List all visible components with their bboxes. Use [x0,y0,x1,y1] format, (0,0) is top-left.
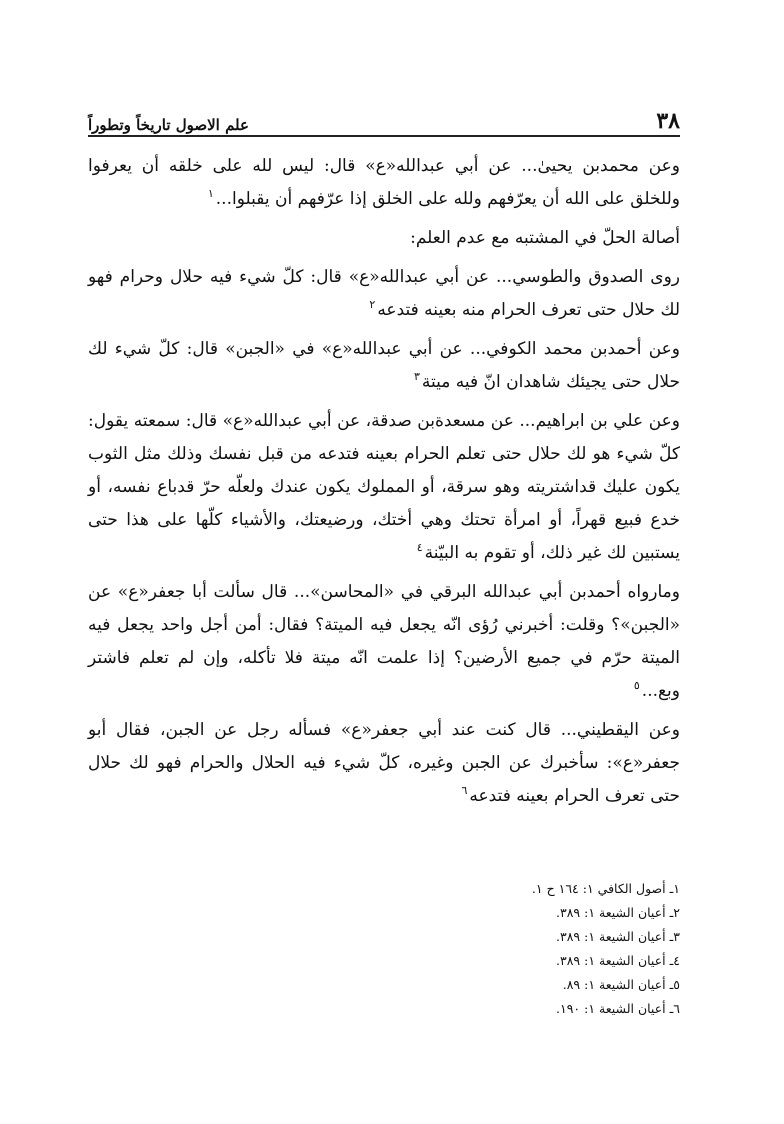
footnote: ٤ـ أعيان الشيعة ١: ٣٨٩. [556,953,680,968]
footnotes [88,877,680,1021]
footnote: ٣ـ أعيان الشيعة ١: ٣٨٩. [556,929,680,944]
footnote-ref: ٤ [416,541,423,555]
footnote: ١ـ أصول الكافي ١: ١٦٤ ح ١. [531,881,680,896]
paragraph: وعن اليقطيني... قال كنت عند أبي جعفر«ع» فسأله رجل عن الجبن، فقال أبو جعفر«ع»: سأخبرك عن الجبن وغيره، كلّ شيء فيه الحلال والحرام فهو لك حلال حتى تعرف الحرام بعينه فتدعه$^٦$ [88,720,680,806]
header-rule [88,135,680,137]
paragraph: وعن أحمدبن محمد الكوفي... عن أبي عبدالله«ع» في «الجبن» قال: كلّ شيء لك حلال حتى يجيئك شاهدان انّ فيه ميتة$^٣$ [88,339,680,392]
footnote-ref: ١ [207,187,214,201]
paragraph: وعن علي بن ابراهيم... عن مسعدةبن صدقة، عن أبي عبدالله«ع» قال: سمعته يقول: كلّ شيء هو لك حلال حتى تعلم الحرام بعينه فتدعه من قبل نفسك وذلك مثل الثوب يكون عليك قداشتريته وهو سرقة، أو المملوك يكون عندك ولعلّه حرّ قدباع نفسه، أو خدع فبيع قهراً، أو امرأة تحتك وهي أختك، ورضيعتك، والأشياء كلّها على هذا حتى يستبين لك غير ذلك، أو تقوم به البيّنة$^٤$ [88,411,680,563]
paragraph: ومارواه أحمدبن أبي عبدالله البرقي في «المحاسن»... قال سألت أبا جعفر«ع» عن «الجبن»؟ وقلت: أخبرني رُؤى انّه يجعل فيه الميتة؟ فقال: أمن أجل واحد يجعل فيه الميتة حرّم في جميع الأرضين؟ إذا علمت انّه ميتة فلا تأكله، وإن لم تعلم فاشتر وبع...$^٥$ [88,582,680,701]
section-heading: أصالة الحلّ في المشتبه مع عدم العلم: [410,228,680,248]
main-text [88,150,680,819]
page-header [88,104,680,134]
page-number: ٣٨ [656,108,680,134]
footnote-ref: ٦ [461,784,468,798]
footnote: ٥ـ أعيان الشيعة ١: ٨٩. [562,977,680,992]
paragraph: روى الصدوق والطوسي... عن أبي عبدالله«ع» قال: كلّ شيء فيه حلال وحرام فهو لك حلال حتى تعرف الحرام منه بعينه فتدعه$^٢$ [88,267,680,320]
running-title: علم الاصول تاريخاً وتطوراً [88,116,249,134]
footnote-ref: ٢ [369,298,376,312]
paragraph: وعن محمدبن يحيىٰ... عن أبي عبدالله«ع» قال: ليس لله على خلقه أن يعرفوا وللخلق على الله أن يعرّفهم ولله على الخلق إذا عرّفهم أن يقبلوا...$^١$ [88,156,680,209]
footnote: ٦ـ أعيان الشيعة ١: ١٩٠. [556,1001,680,1016]
footnote-ref: ٥ [633,679,640,693]
footnote: ٢ـ أعيان الشيعة ١: ٣٨٩. [556,905,680,920]
footnote-ref: ٣ [413,370,420,384]
